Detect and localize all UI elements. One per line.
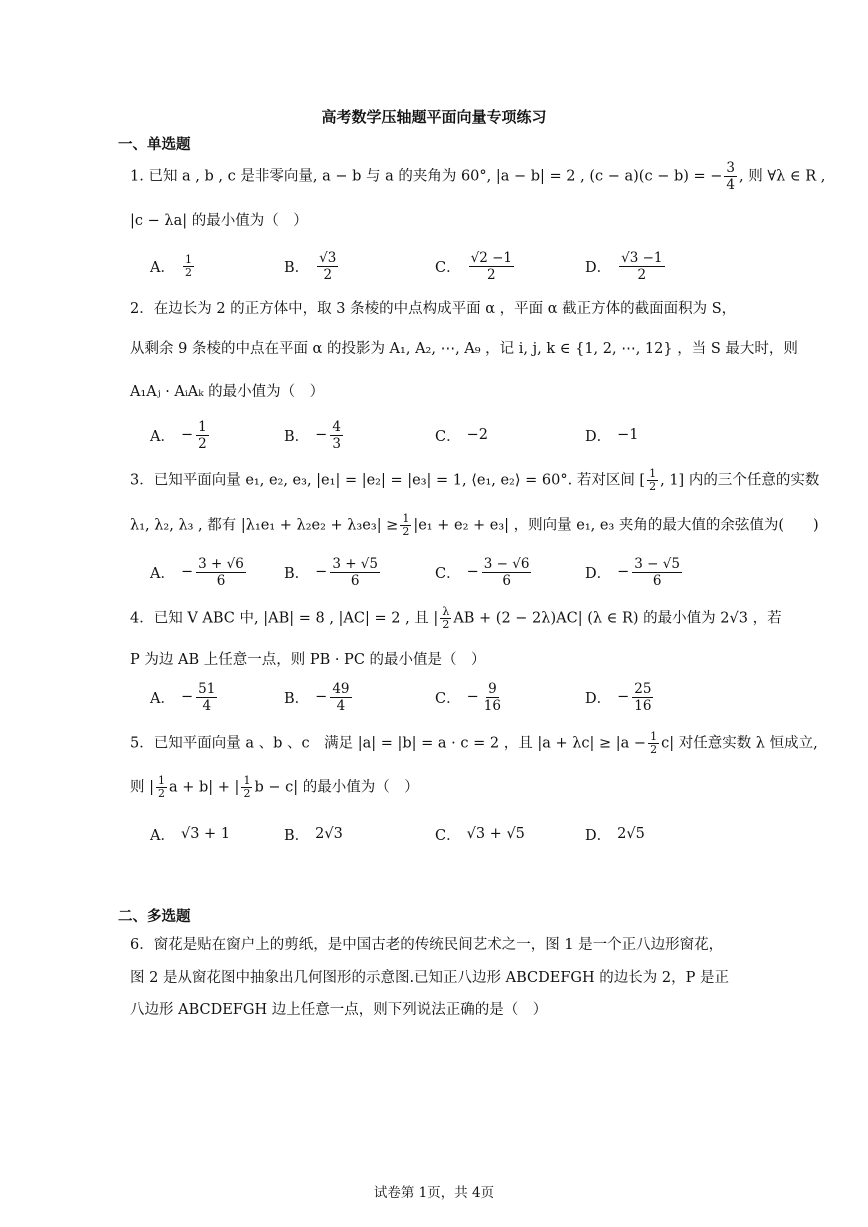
option-fraction: $\frac{3 + √6}{6}$ xyxy=(198,555,244,589)
q3-option-c[interactable]: C． − $\frac{3 - √6}{6}$ xyxy=(435,555,530,589)
q3-fraction: $\frac{1}{2}$ xyxy=(402,512,410,538)
page-footer: 试卷第 1页，共 4页 xyxy=(373,1185,495,1201)
q1-fraction: $\frac{3}{4}$ xyxy=(726,160,736,193)
q1-option-d[interactable]: D． $\frac{√3 -1}{2}$ xyxy=(585,249,663,283)
q4-option-b[interactable]: B． − $\frac{49}{4}$ xyxy=(284,680,350,714)
question-4-line-2: P 为边 AB 上任意一点，则 PB · PC 的最小值是（ ） xyxy=(130,652,486,668)
question-5-options xyxy=(150,814,750,854)
option-fraction: $\frac{√2 -1}{2}$ xyxy=(470,249,512,283)
interval-fraction: $\frac{1}{2}$ xyxy=(649,467,657,493)
q1-option-c[interactable]: C． $\frac{√2 -1}{2}$ xyxy=(435,249,512,283)
question-4-line-1: 4．已知 V ABC 中, |AB| = 8 , |AC| = 2 , 且 | $\frac{\lambda}{2}$ AB + (2 − 2λ)AC| (λ ∈ R) 的最小值为 2√3 ，若 xyxy=(130,605,782,631)
q4-option-d[interactable]: D． − $\frac{25}{16}$ xyxy=(585,680,652,714)
option-fraction: $\frac{3 - √5}{6}$ xyxy=(634,555,680,589)
question-6-line-3: 八边形 ABCDEFGH 边上任意一点，则下列说法正确的是（ ） xyxy=(130,1002,548,1018)
option-fraction: $\frac{1}{2}$ xyxy=(198,418,207,452)
question-2-line-1: 2．在边长为 2 的正方体中，取 3 条棱的中点构成平面 α ，平面 α 截正方体的截面面积为 S， xyxy=(130,301,737,317)
q5-option-d[interactable]: D． 2√5 xyxy=(585,826,645,844)
q3-option-a[interactable]: A． − $\frac{3 + √6}{6}$ xyxy=(150,555,244,589)
question-6-line-2: 图 2 是从窗花图中抽象出几何图形的示意图.已知正八边形 ABCDEFGH 的边长为 2，P 是正 xyxy=(130,970,729,986)
page-title: 高考数学压轴题平面向量专项练习 xyxy=(321,108,547,126)
option-fraction: $\frac{3 + √5}{6}$ xyxy=(332,555,378,589)
question-2-line-2: 从剩余 9 条棱的中点在平面 α 的投影为 A₁, A₂, ⋯, A₉ ，记 i, j, k ∈ {1, 2, ⋯, 12} ，当 S 最大时，则 xyxy=(130,341,798,357)
question-2-options xyxy=(150,415,750,455)
question-1-options xyxy=(150,246,750,286)
question-1-line-1 xyxy=(130,160,825,193)
question-1-line-2: |c − λa| 的最小值为（ ） xyxy=(130,213,308,229)
question-5-line-1: 5．已知平面向量 a 、b 、c 满足 |a| = |b| = a · c = 2 ，且 |a + λc| ≥ |a − $\frac{1}{2}$ c| 对任意实数 λ 恒成立, xyxy=(130,730,818,756)
q3-option-d[interactable]: D． − $\frac{3 - √5}{6}$ xyxy=(585,555,680,589)
section-heading-single-choice: 一、单选题 xyxy=(118,136,191,153)
q5-option-c[interactable]: C． √3 + √5 xyxy=(435,826,525,844)
question-5-line-2: 则 | $\frac{1}{2}$ a + b| + | $\frac{1}{2}$ b − c| 的最小值为（ ） xyxy=(130,774,419,800)
q5-option-b[interactable]: B． 2√3 xyxy=(284,826,343,844)
section-heading-multiple-choice: 二、多选题 xyxy=(118,908,191,925)
option-fraction: $\frac{51}{4}$ xyxy=(198,680,216,714)
q5-fraction-1: $\frac{1}{2}$ xyxy=(158,774,165,800)
question-6-line-1: 6．窗花是贴在窗户上的剪纸，是中国古老的传统民间艺术之一，图 1 是一个正八边形窗花， xyxy=(130,937,724,953)
option-fraction: $\frac{9}{16}$ xyxy=(483,680,501,714)
q3-option-b[interactable]: B． − $\frac{3 + √5}{6}$ xyxy=(284,555,378,589)
q1-option-a[interactable]: A． $\frac{1}{2}$ xyxy=(150,252,192,279)
question-3-options xyxy=(150,552,750,592)
question-2-line-3: A₁Aⱼ · AᵢAₖ 的最小值为（ ） xyxy=(130,384,325,400)
option-fraction: $\frac{25}{16}$ xyxy=(634,680,652,714)
q5-fraction-2: $\frac{1}{2}$ xyxy=(243,774,251,800)
q2-option-b[interactable]: B． − $\frac{4}{3}$ xyxy=(284,418,341,452)
option-fraction: $\frac{3 - √6}{6}$ xyxy=(483,555,530,589)
q5-fraction: $\frac{1}{2}$ xyxy=(650,730,658,756)
q2-option-c[interactable]: C． −2 xyxy=(435,427,488,445)
q1-option-b[interactable]: B． $\frac{√3}{2}$ xyxy=(284,249,337,283)
option-fraction: $\frac{√3}{2}$ xyxy=(319,249,337,283)
q1-text: 1. 已知 a , b , c 是非零向量, a − b 与 a 的夹角为 60°, |a − b| = 2 , (c − a)(c − b) = − xyxy=(130,168,723,185)
q1-text-tail: , 则 ∀λ ∈ R , xyxy=(739,168,826,185)
option-fraction: $\frac{49}{4}$ xyxy=(332,680,350,714)
q2-option-d[interactable]: D． −1 xyxy=(585,427,639,445)
q4-option-c[interactable]: C． − $\frac{9}{16}$ xyxy=(435,680,501,714)
option-fraction: $\frac{√3 -1}{2}$ xyxy=(621,249,663,283)
question-3-line-1: 3．已知平面向量 e₁, e₂, e₃, |e₁| = |e₂| = |e₃| = 1, ⟨e₁, e₂⟩ = 60°. 若对区间 [ $\frac{1}{2}$ , 1] 内的三个任意的实数 xyxy=(130,467,820,493)
q2-option-a[interactable]: A． − $\frac{1}{2}$ xyxy=(150,418,207,452)
q4-option-a[interactable]: A． − $\frac{51}{4}$ xyxy=(150,680,216,714)
q5-option-a[interactable]: A． √3 + 1 xyxy=(150,826,231,844)
option-fraction: $\frac{4}{3}$ xyxy=(332,418,341,452)
q4-fraction: $\frac{\lambda}{2}$ xyxy=(442,605,450,631)
question-4-options xyxy=(150,677,750,717)
option-fraction: $\frac{1}{2}$ xyxy=(184,252,192,279)
question-3-line-2: λ₁, λ₂, λ₃ , 都有 |λ₁e₁ + λ₂e₂ + λ₃e₃| ≥ $\frac{1}{2}$ |e₁ + e₂ + e₃| ，则向量 e₁, e₃ 夹角的最大值的余弦值为( ) xyxy=(130,512,819,538)
